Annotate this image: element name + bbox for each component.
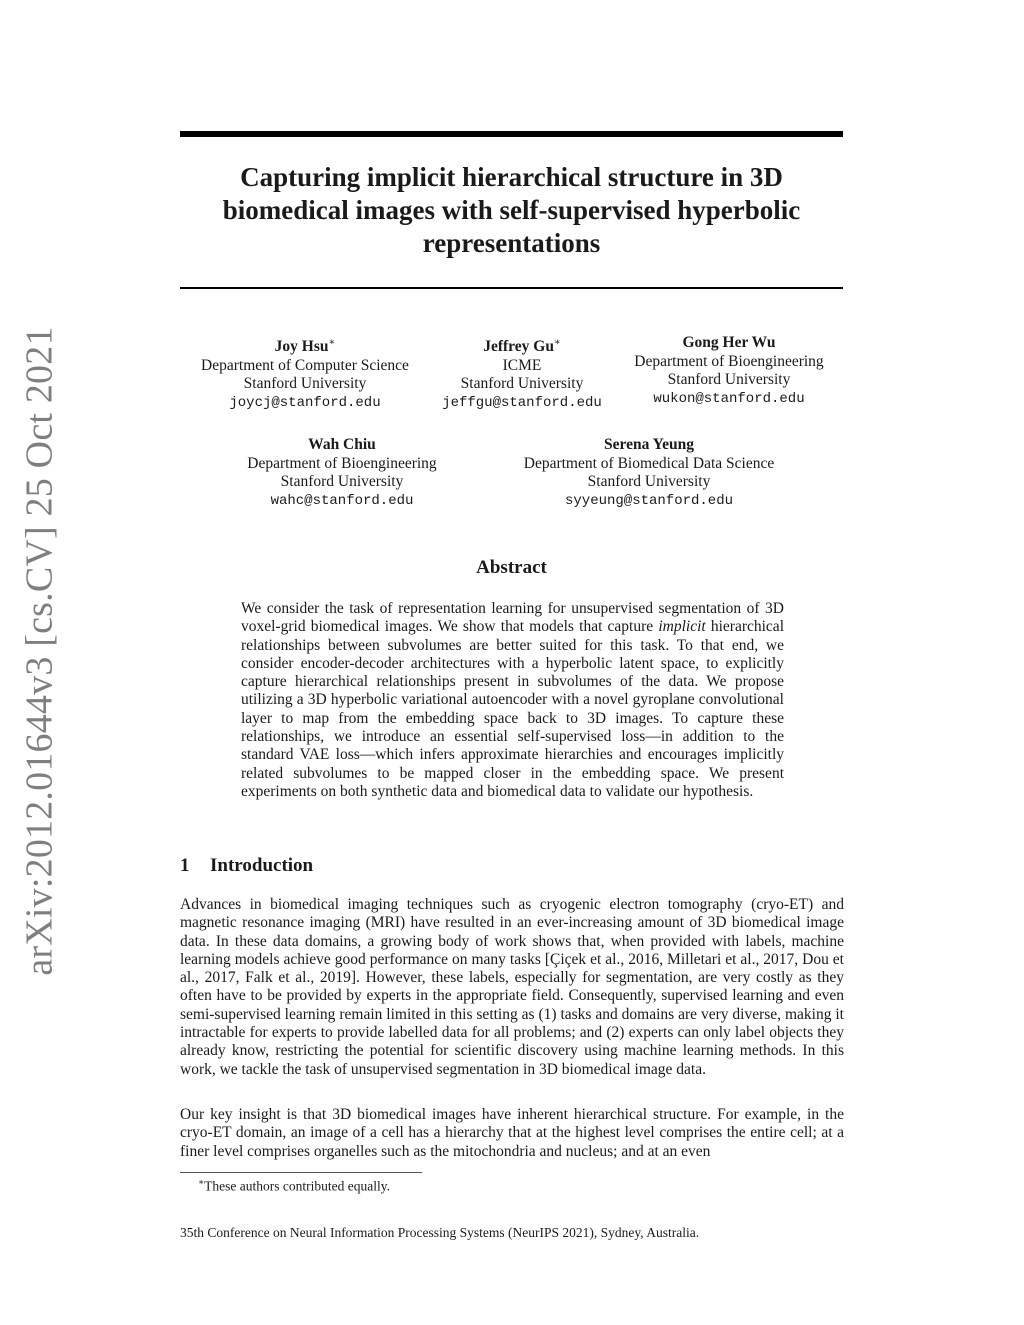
paper-title <box>180 161 843 260</box>
title-rule-bottom <box>180 287 843 289</box>
author-name: Jeffrey Gu <box>483 338 554 356</box>
author-univ: Stanford University <box>243 375 367 393</box>
abstract-heading: Abstract <box>476 557 547 578</box>
author-name: Serena Yeung <box>604 436 694 453</box>
author-dept: Department of Bioengineering <box>247 454 437 472</box>
author-univ: Stanford University <box>587 473 711 490</box>
arxiv-stamp <box>0 326 80 976</box>
intro-paragraph-2: Our key insight is that 3D biomedical images have inherent hierarchical structure. For example, in the cryo-ET domain, an image of a cell has a hierarchy that at the highest level comprises the entire cell; at a finer level comprises organelles such as the mitochondria and nucleus; and at an even <box>180 1106 844 1160</box>
intro-paragraph-1: Advances in biomedical imaging techniques such as cryogenic electron tomography (cryo-ET) and magnetic resonance imaging (MRI) have resulted in an ever-increasing amount of 3D biomedical image data. In these data domains, a growing body of work shows that, when provided with labels, machine learning models achieve good performance on many tasks [Çiçek et al., 2016, Milletari et al., 2017, Dou et al., 2017, Falk et al., 2019]. However, these labels, especially for segmentation, are very costly as they often have to be provided by experts in the appropriate field. Consequently, supervised learning and even semi-supervised learning remain limited in this setting as (1) tasks and domains are very diverse, making it intractable for experts to provide labelled data for all problems; and (2) experts can only label objects they already know, restricting the potential for scientific discovery using machine learning methods. In this work, we tackle the task of unsupervised segmentation in 3D biomedical image data. <box>180 896 844 1078</box>
author-dept: Department of Computer Science <box>201 356 409 374</box>
author-name: Joy Hsu <box>274 338 329 356</box>
footnote-text: These authors contributed equally. <box>204 1178 390 1194</box>
author-univ: Stanford University <box>667 371 791 388</box>
author-univ: Stanford University <box>460 375 584 393</box>
author-name: Wah Chiu <box>308 436 376 453</box>
abstract-text-end: hierarchical relationships between subvolumes are better suited for this task. To that end, we consider encoder-decoder architectures with a hyperbolic latent space, to explicitly capture hierarchical relationships present in subvolumes of the data. We propose utilizing a 3D hyperbolic variational autoencoder with a novel gyroplane convolutional layer to map from the embedding space back to 3D images. To capture these relationships, we introduce an essential self-supervised loss—in addition to the standard VAE loss—which infers approximate hierarchies and encourages implicitly related subvolumes to be mapped closer in the embedding space. We present experiments on both synthetic data and biomedical data to validate our hypothesis. <box>241 618 784 800</box>
abstract-emphasis: implicit <box>658 618 706 636</box>
author-email[interactable]: wahc@stanford.edu <box>270 492 414 509</box>
title-line-1: Capturing implicit hierarchical structure in 3D <box>240 162 783 192</box>
footnote-mark: ∗ <box>198 1177 205 1187</box>
title-rule-top <box>180 131 843 137</box>
section-title: Introduction <box>210 855 314 876</box>
section-number: 1 <box>180 855 190 876</box>
author-dept: Department of Biomedical Data Science <box>523 454 775 472</box>
author-block <box>180 334 430 412</box>
abstract-text <box>241 600 784 801</box>
author-block <box>614 334 844 408</box>
author-block <box>225 436 459 510</box>
abstract-text-start: We consider the task of representation learning for unsupervised segmentation of 3D voxel-grid biomedical images. We show that models that capture <box>241 600 784 636</box>
author-email[interactable]: joycj@stanford.edu <box>229 394 381 411</box>
author-email[interactable]: wukon@stanford.edu <box>653 390 805 407</box>
author-email[interactable]: jeffgu@stanford.edu <box>442 394 602 411</box>
footnote-rule <box>180 1172 422 1173</box>
author-dept: ICME <box>502 356 542 374</box>
author-email[interactable]: syyeung@stanford.edu <box>564 492 734 509</box>
title-line-3: representations <box>422 228 601 258</box>
author-dept: Department of Bioengineering <box>634 352 824 370</box>
author-univ: Stanford University <box>280 473 404 490</box>
arxiv-id: arXiv:2012.01644v3 [cs.CV] 25 Oct 2021 <box>19 326 62 976</box>
author-mark: ∗ <box>553 337 561 348</box>
footnote <box>198 1177 390 1195</box>
author-block <box>430 334 614 412</box>
venue-line: 35th Conference on Neural Information Processing Systems (NeurIPS 2021), Sydney, Australia. <box>180 1225 700 1240</box>
section-heading <box>180 855 313 877</box>
author-name: Gong Her Wu <box>682 334 776 351</box>
author-mark: ∗ <box>328 337 336 348</box>
title-line-2: biomedical images with self-supervised hyperbolic <box>222 195 801 225</box>
author-block <box>494 436 804 510</box>
